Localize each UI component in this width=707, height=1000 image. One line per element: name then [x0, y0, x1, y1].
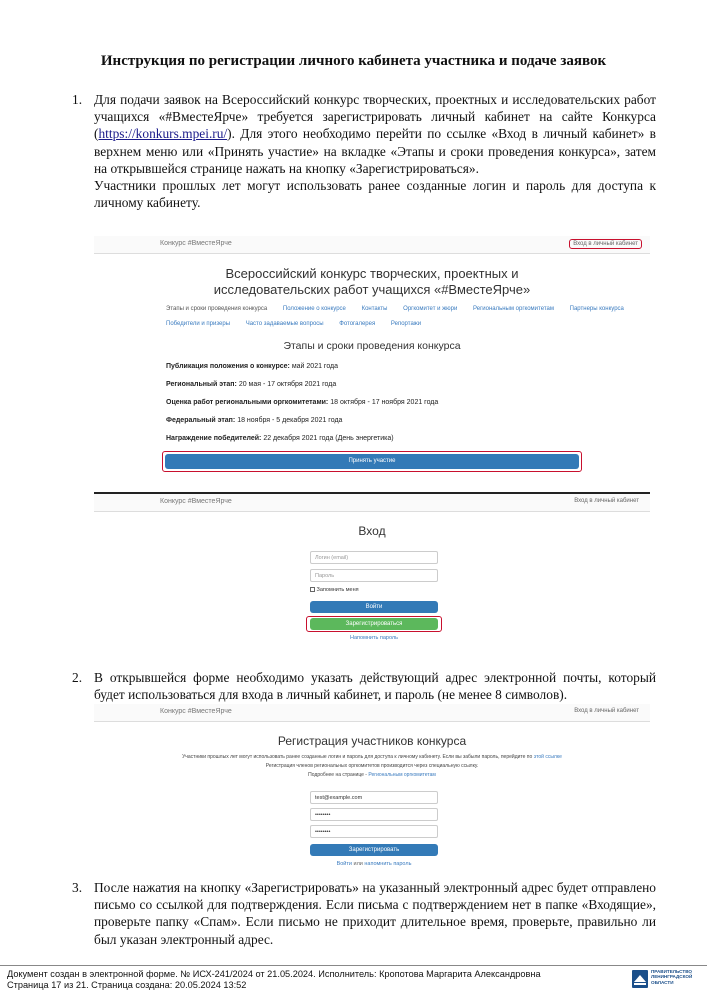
reg-note-1: Участники прошлых лет могут использовать ранее созданные логин и пароль для доступа к личному кабинету. Если вы забыли пароль, перейдите по этой ссылке	[182, 754, 562, 760]
register-highlight	[306, 616, 442, 632]
step-1-text-a: Для подачи заявок на Всероссийский конкурс творческих, проектных и исследовательских работ учащихся «#ВместеЯрче» требуется зарегистрировать личный кабинет на сайте Конкурса (	[94, 92, 656, 142]
reg-bottom-links	[310, 861, 438, 867]
contest-title-line1: Всероссийский конкурс творческих, проектных и	[225, 266, 519, 281]
government-emblem-icon	[632, 970, 648, 988]
forgot-password-link[interactable]: Напомнить пароль	[350, 635, 398, 641]
registration-notes	[94, 753, 650, 780]
login-button[interactable]: Войти	[310, 601, 438, 613]
tab-faq[interactable]: Часто задаваемые вопросы	[245, 321, 324, 327]
stage-row: Федеральный этап: 18 ноября - 5 декабря 2021 года	[166, 417, 343, 424]
or-text: или	[353, 861, 363, 867]
stage-row: Награждение победителей: 22 декабря 2021 года (День энергетика)	[166, 435, 394, 442]
footer-divider	[0, 965, 707, 966]
step-2-paragraph	[72, 669, 656, 703]
screenshot-registration-page	[94, 704, 650, 874]
step-number: 2.	[72, 670, 83, 685]
step-number: 3.	[72, 880, 83, 895]
site-topbar	[94, 236, 650, 254]
login-link-bottom[interactable]: Войти	[336, 861, 352, 867]
tab-stages[interactable]: Этапы и сроки проведения конкурса	[166, 306, 268, 312]
tabs-row-2	[166, 321, 435, 327]
tabs-row-1	[166, 306, 638, 312]
government-label: ПРАВИТЕЛЬСТВО ЛЕНИНГРАДСКОЙ ОБЛАСТИ	[651, 969, 693, 985]
login-input[interactable]: Логин (email)	[310, 551, 438, 564]
footer-line-1: Документ создан в электронной форме. № ИСХ-241/2024 от 21.05.2024. Исполнитель: Кропотова Маргарита Александровна	[7, 969, 541, 979]
tab-reports[interactable]: Репортажи	[390, 321, 422, 327]
stage-row: Оценка работ региональными оргкомитетами: 18 октября - 17 ноября 2021 года	[166, 399, 439, 406]
stage-row: Публикация положения о конкурсе: май 2021 года	[166, 363, 339, 370]
stage-row: Региональный этап: 20 мая - 17 октября 2021 года	[166, 381, 337, 388]
stages-heading: Этапы и сроки проведения конкурса	[283, 340, 461, 352]
contest-title	[94, 266, 650, 298]
konkurs-link[interactable]: https://konkurs.mpei.ru/	[98, 126, 228, 142]
site-brand[interactable]: Конкурс #ВместеЯрче	[160, 498, 232, 505]
participate-button[interactable]: Принять участие	[165, 454, 579, 469]
login-link-highlighted[interactable]: Вход в личный кабинет	[569, 239, 642, 249]
step-1-text-b: ). Для этого необходимо перейти по ссылке «Вход в личный кабинет» в верхнем меню или «Принять участие» на вкладке «Этапы и сроки проведения конкурса», затем на открывшейся странице нажать на кнопку «Зарегистрироваться».	[94, 126, 656, 176]
site-brand[interactable]: Конкурс #ВместеЯрче	[160, 708, 232, 715]
tab-winners[interactable]: Победители и призеры	[166, 321, 231, 327]
tab-committee[interactable]: Оргкомитет и жюри	[403, 306, 458, 312]
screenshot-stages-page	[94, 236, 650, 492]
remind-password-link[interactable]: напомнить пароль	[364, 861, 412, 867]
login-link[interactable]: Вход в личный кабинет	[574, 708, 639, 714]
tab-partners[interactable]: Партнеры конкурса	[569, 306, 624, 312]
site-brand[interactable]: Конкурс #ВместеЯрче	[160, 240, 232, 247]
step-3-paragraph	[72, 879, 656, 948]
remember-me-label: Запомнить меня	[316, 587, 359, 593]
document-title: Инструкция по регистрации личного кабинета участника и подаче заявок	[100, 53, 607, 69]
step-number: 1.	[72, 92, 83, 107]
reg-note-3: Подробнее на странице - Региональным оргкомитетам	[308, 772, 436, 778]
site-topbar	[94, 704, 650, 722]
step-1-paragraph	[72, 91, 656, 211]
step-2-text: В открывшейся форме необходимо указать действующий адрес электронной почты, который будет использоваться для входа в личный кабинет, и пароль (не менее 8 символов).	[94, 670, 656, 703]
tab-contacts[interactable]: Контакты	[361, 306, 388, 312]
screenshot-login-page	[94, 494, 650, 644]
password-field[interactable]: ••••••••	[310, 808, 438, 821]
email-field[interactable]: test@example.com	[310, 791, 438, 804]
registration-heading: Регистрация участников конкурса	[277, 734, 467, 748]
participate-highlight	[162, 451, 582, 472]
password-confirm-field[interactable]: ••••••••	[310, 825, 438, 838]
login-heading: Вход	[358, 524, 386, 538]
reset-link[interactable]: этой ссылке	[533, 754, 562, 760]
register-submit-button[interactable]: Зарегистрировать	[310, 844, 438, 856]
step-3-text: После нажатия на кнопку «Зарегистрировать» на указанный электронный адрес будет отправлено письмо со ссылкой для подтверждения. Если письма с подтверждением нет в папке «Входящие», проверьте папку «Спам». Если письмо не приходит длительное время, проверьте, правильно ли был указан электронный адрес.	[94, 880, 656, 947]
login-link[interactable]: Вход в личный кабинет	[574, 498, 639, 504]
checkbox-icon[interactable]	[310, 587, 315, 592]
footer-line-2: Страница 17 из 21. Страница создана: 20.05.2024 13:52	[7, 980, 247, 990]
remember-me[interactable]	[310, 587, 359, 593]
regional-link[interactable]: Региональным оргкомитетам	[368, 772, 436, 778]
register-button[interactable]: Зарегистрироваться	[310, 618, 438, 630]
reg-note-2: Регистрация членов региональных оргкомитетов производится через специальную ссылку.	[265, 763, 479, 769]
password-input[interactable]: Пароль	[310, 569, 438, 582]
tab-regulations[interactable]: Положение о конкурсе	[282, 306, 346, 312]
contest-title-line2: исследовательских работ учащихся «#ВместеЯрче»	[213, 282, 531, 297]
tab-gallery[interactable]: Фотогалерея	[339, 321, 376, 327]
tab-regional[interactable]: Региональным оргкомитетам	[473, 306, 554, 312]
site-topbar	[94, 494, 650, 512]
step-1-note: Участники прошлых лет могут использовать ранее созданные логин и пароль для доступа к личному кабинету.	[94, 178, 656, 211]
